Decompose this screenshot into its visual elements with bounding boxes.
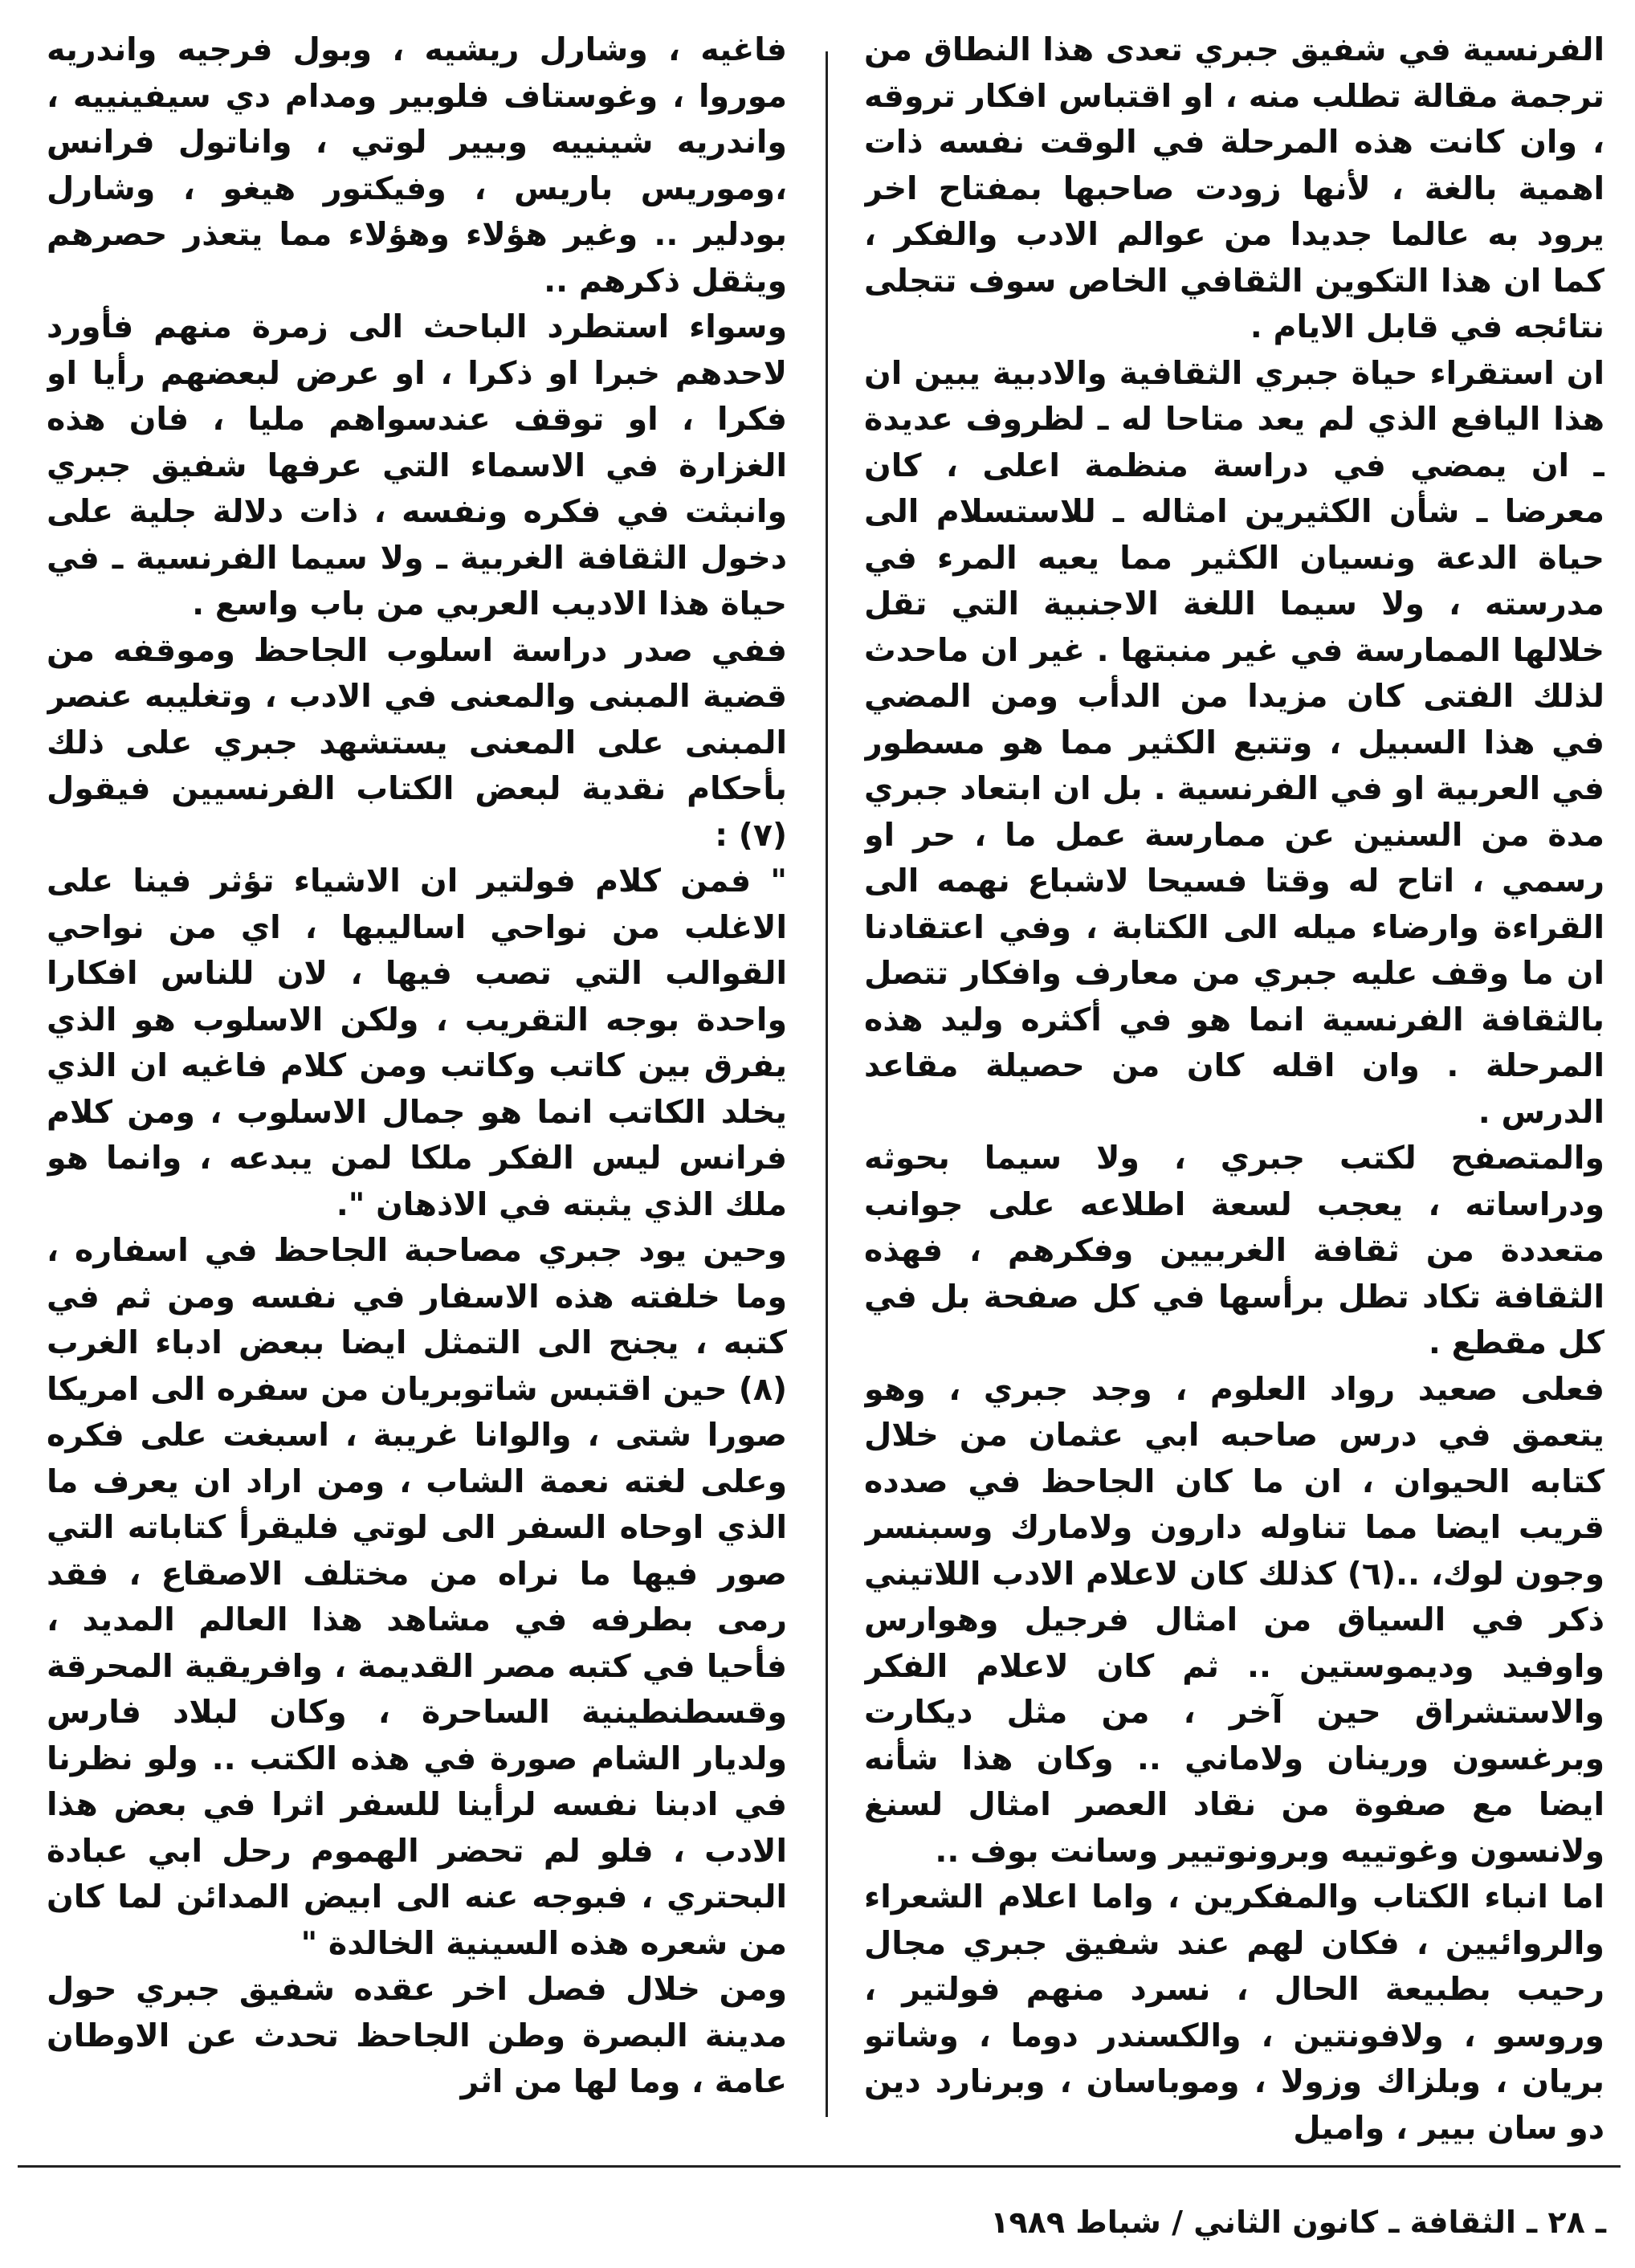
- paragraph: والمتصفح لكتب جبري ، ولا سيما بحوثه ودراساته ، يعجب لسعة اطلاعه على جوانب متعددة من ثقافة الغربيين وفكرهم ، فهذه الثقافة تكاد تطل برأسها في كل صفحة بل في كل مقطع .: [864, 1140, 1604, 1361]
- paragraph: الفرنسية في شفيق جبري تعدى هذا النطاق من ترجمة مقالة تطلب منه ، او اقتباس افكار تروقه ، وان كانت هذه المرحلة في الوقت نفسه ذات اهمية بالغة ، لأنها زودت صاحبها بمفتاح اخر يرود به عالما جديدا من عوالم الادب والفكر ، كما ان هذا التكوين الثقافي الخاص سوف تتجلى نتائجه في قابل الايام .: [864, 31, 1604, 345]
- column-divider: [826, 51, 828, 2117]
- paragraph: وحين يود جبري مصاحبة الجاحظ في اسفاره ، وما خلفته هذه الاسفار في نفسه ومن ثم في كتبه ، يجنح الى التمثل ايضا ببعض ادباء الغرب (٨) حين اقتبس شاتوبريان من سفره الى امريكا صورا شتى ، والوانا غريبة ، اسبغت على فكره وعلى لغته نعمة الشاب ، ومن اراد ان يعرف ما الذي اوحاه السفر الى لوتي فليقرأ كتاباته التي صور فيها ما نراه من مختلف الاصقاع ، فقد رمى بطرفه في مشاهد هذا العالم المديد ، فأحيا في كتبه مصر القديمة ، وافريقية المحرقة وقسطنطينية الساحرة ، وكان لبلاد فارس ولديار الشام صورة في هذه الكتب .. ولو نظرنا في ادبنا نفسه لرأينا للسفر اثرا في بعض هذا الادب ، فلو لم تحضر الهموم رحل ابي عبادة البحتري ، فبوجه عنه الى ابيض المدائن لما كان من شعره هذه السينية الخالدة ": [47, 1232, 787, 1962]
- paragraph: ان استقراء حياة جبري الثقافية والادبية يبين ان هذا اليافع الذي لم يعد متاحا له ـ لظروف عديدة ـ ان يمضي في دراسة منظمة اعلى ، كان معرضا ـ شأن الكثيرين امثاله ـ للاستسلام الى حياة الدعة ونسيان الكثير مما يعيه المرء في مدرسته ، ولا سيما اللغة الاجنبية التي تقل خلالها الممارسة في غير منبتها . غير ان ماحدث لذلك الفتى كان مزيدا من الدأب ومن المضي في هذا السبيل ، وتتبع الكثير مما هو مسطور في العربية او في الفرنسية . بل ان ابتعاد جبري مدة من السنين عن ممارسة عمل ما ، حر او رسمي ، اتاح له وقتا فسيحا لاشباع نهمه الى القراءة وارضاء ميله الى الكتابة ، وفي اعتقادنا ان ما وقف عليه جبري من معارف وافكار تتصل بالثقافة الفرنسية انما هو في أكثره وليد هذه المرحلة . وان اقله كان من حصيلة مقاعد الدرس .: [864, 354, 1604, 1131]
- paragraph: فعلى صعيد رواد العلوم ، وجد جبري ، وهو يتعمق في درس صاحبه ابي عثمان من خلال كتابه الحيوان ، ان ما كان الجاحظ في صدده قريب ايضا مما تناوله دارون ولامارك وسبنسر وجون لوك، ..(٦) كذلك كان لاعلام الادب اللاتيني ذكر في السياق من امثال فرجيل وهوارس واوفيد وديموستين .. ثم كان لاعلام الفكر والاستشراق حين آخر ، من مثل ديكارت وبرغسون ورينان ولاماني .. وكان هذا شأنه ايضا مع صفوة من نقاد العصر امثال لسنغ ولانسون وغوتييه وبرونوتيير وسانت بوف ..: [864, 1370, 1604, 1870]
- paragraph: ومن خلال فصل اخر عقده شفيق جبري حول مدينة البصرة وطن الجاحظ تحدث عن الاوطان عامة ، وما لها من اثر: [47, 1971, 787, 2100]
- left-column: [47, 27, 787, 2148]
- footer-rule: [18, 2165, 1621, 2168]
- paragraph: فاغيه ، وشارل ريشيه ، وبول فرجيه واندريه موروا ، وغوستاف فلوبير ومدام دي سيفينييه ، واندريه شينييه وبيير لوتي ، واناتول فرانس ،وموريس باريس ، وفيكتور هيغو ، وشارل بودلير .. وغير هؤلاء وهؤلاء مما يتعذر حصرهم ويثقل ذكرهم ..: [47, 31, 787, 300]
- page-footer: ـ ٢٨ ـ الثقافة ـ كانون الثاني / شباط ١٩٨٩: [990, 2205, 1606, 2240]
- quotation-paragraph: " فمن كلام فولتير ان الاشياء تؤثر فينا على الاغلب من نواحي اساليبها ، اي من نواحي القوالب التي تصب فيها ، لان للناس افكارا واحدة بوجه التقريب ، ولكن الاسلوب هو الذي يفرق بين كاتب وكاتب ومن كلام فاغيه ان الذي يخلد الكاتب انما هو جمال الاسلوب ، ومن كلام فرانس ليس الفكر ملكا لمن يبدعه ، وانما هو ملك الذي يثبته في الاذهان ".: [47, 863, 787, 1223]
- paragraph: وسواء استطرد الباحث الى زمرة منهم فأورد لاحدهم خبرا او ذكرا ، او عرض لبعضهم رأيا او فكرا ، او توقف عندسواهم مليا ، فان هذه الغزارة في الاسماء التي عرفها شفيق جبري وانبثت في فكره ونفسه ، ذات دلالة جلية على دخول الثقافة الغربية ـ ولا سيما الفرنسية ـ في حياة هذا الاديب العربي من باب واسع .: [47, 308, 787, 622]
- paragraph: ففي صدر دراسة اسلوب الجاحظ وموقفه من قضية المبنى والمعنى في الادب ، وتغليبه عنصر المبنى على المعنى يستشهد جبري على ذلك بأحكام نقدية لبعض الكتاب الفرنسيين فيقول (٧) :: [47, 631, 787, 854]
- right-column: [864, 27, 1604, 2148]
- paragraph: اما انباء الكتاب والمفكرين ، واما اعلام الشعراء والروائيين ، فكان لهم عند شفيق جبري مجال رحيب بطبيعة الحال ، نسرد منهم فولتير ، وروسو ، ولافونتين ، والكسندر دوما ، وشاتو بريان ، وبلزاك وزولا ، وموباسان ، وبرنارد دين دو سان بيير ، واميل: [864, 1878, 1604, 2147]
